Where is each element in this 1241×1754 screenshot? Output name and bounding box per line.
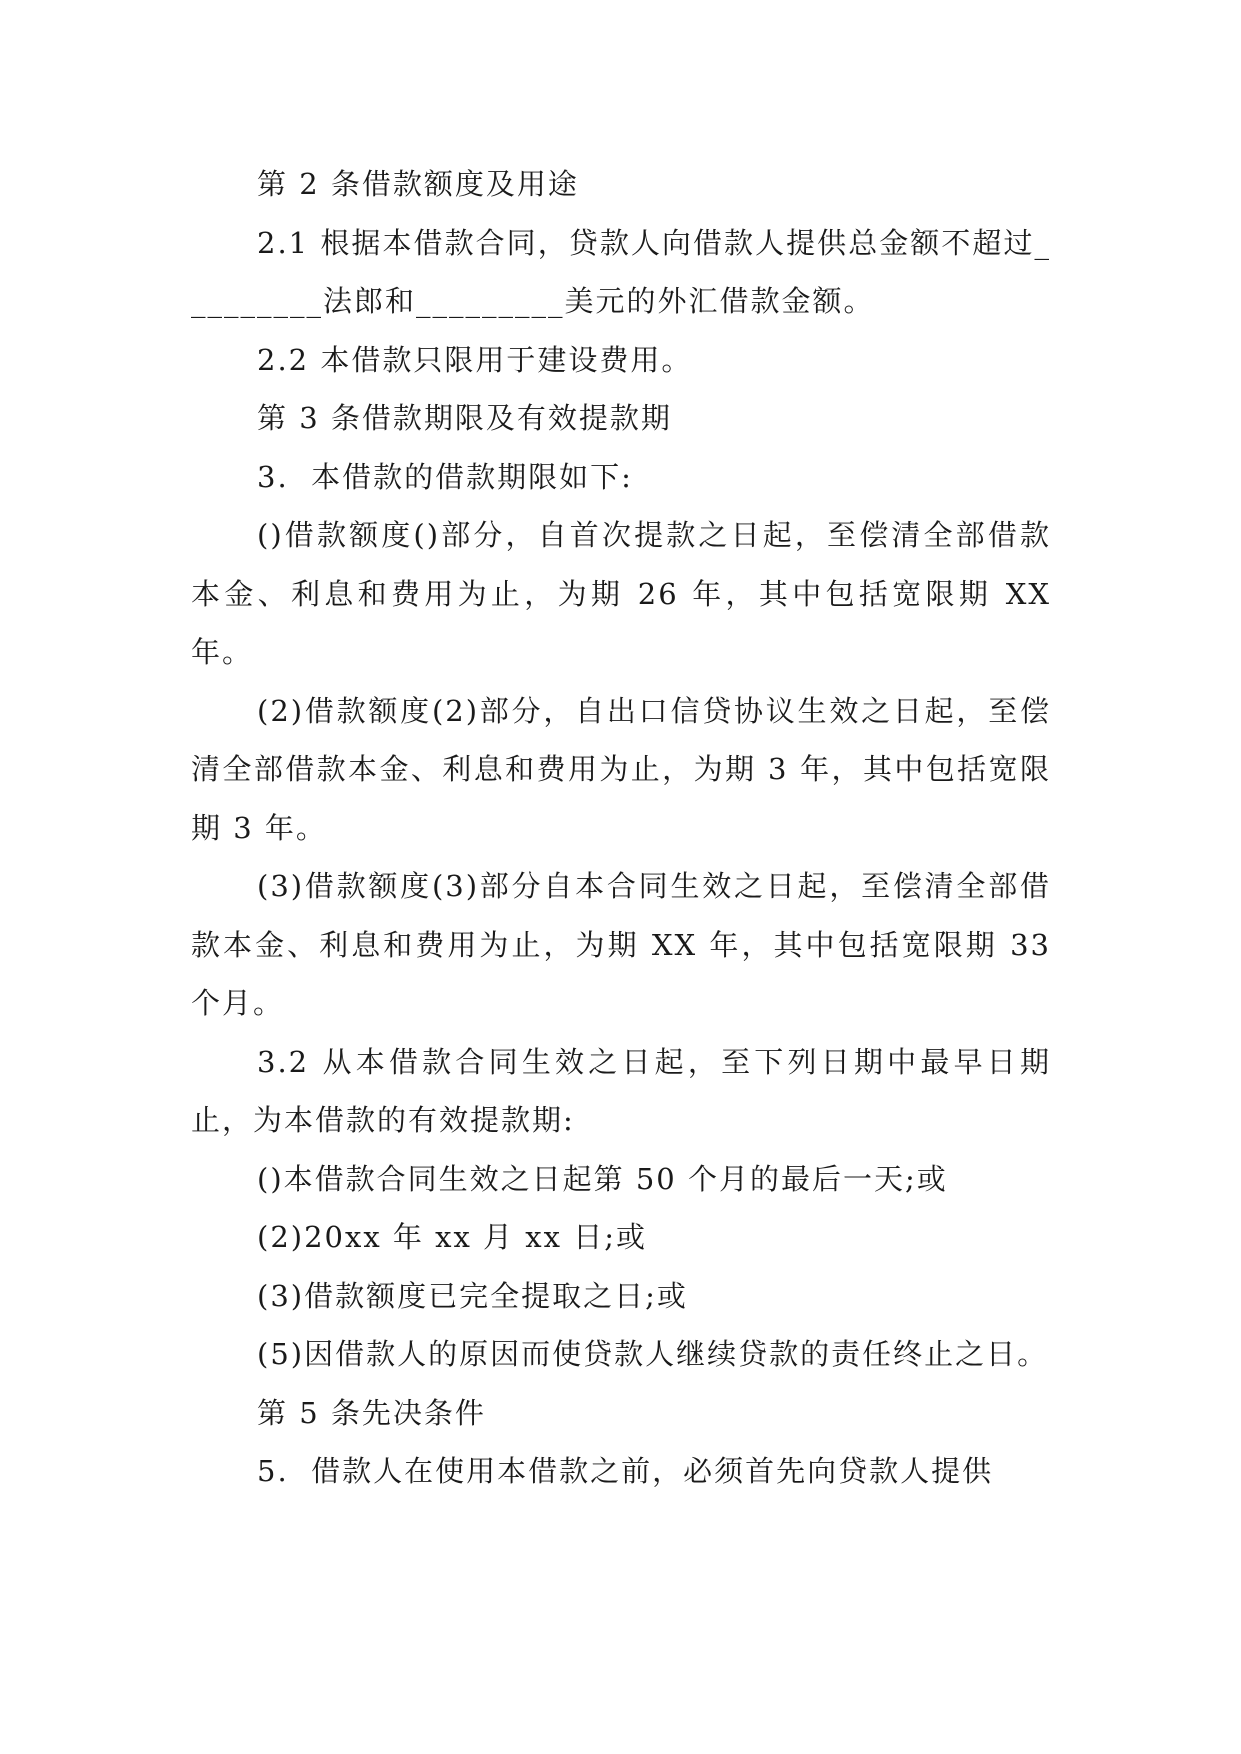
clause-5: 5. 借款人在使用本借款之前，必须首先向贷款人提供 — [257, 1454, 994, 1488]
article-5-heading: 第 5 条先决条件 — [257, 1395, 486, 1430]
clause-2-1: 2.1 根据本借款合同，贷款人向借款人提供总金额不超过_________法郎和_________美元的外汇借款金额。 — [191, 225, 1051, 318]
article-2-heading: 第 2 条借款额度及用途 — [257, 167, 579, 201]
clause-3-2-item-5: (5)因借款人的原因而使贷款人继续贷款的责任终止之日。 — [257, 1337, 1049, 1371]
document-body — [191, 155, 1063, 1501]
clause-3-item-2: (2)借款额度(2)部分，自出口信贷协议生效之日起，至偿清全部借款本金、利息和费用为止，为期 3 年，其中包括宽限期 3 年。 — [191, 693, 1051, 845]
clause-3-2-item-1: ()本借款合同生效之日起第 50 个月的最后一天;或 — [257, 1161, 948, 1196]
clause-3-2-item-2: (2)20xx 年 xx 月 xx 日;或 — [257, 1220, 647, 1254]
clause-3-intro: 3. 本借款的借款期限如下: — [257, 459, 633, 494]
clause-3-2-item-3: (3)借款额度已完全提取之日;或 — [257, 1278, 688, 1313]
clause-3-item-1: ()借款额度()部分，自首次提款之日起，至偿清全部借款本金、利息和费用为止，为期 26 年，其中包括宽限期 XX 年。 — [191, 518, 1063, 669]
clause-2-2: 2.2 本借款只限用于建设费用。 — [257, 342, 693, 377]
article-3-heading: 第 3 条借款期限及有效提款期 — [257, 401, 672, 435]
clause-3-item-3: (3)借款额度(3)部分自本合同生效之日起，至偿清全部借款本金、利息和费用为止，为期 XX 年，其中包括宽限期 33 个月。 — [191, 869, 1063, 1020]
clause-3-2: 3.2 从本借款合同生效之日起，至下列日期中最早日期止，为本借款的有效提款期: — [191, 1044, 1051, 1137]
